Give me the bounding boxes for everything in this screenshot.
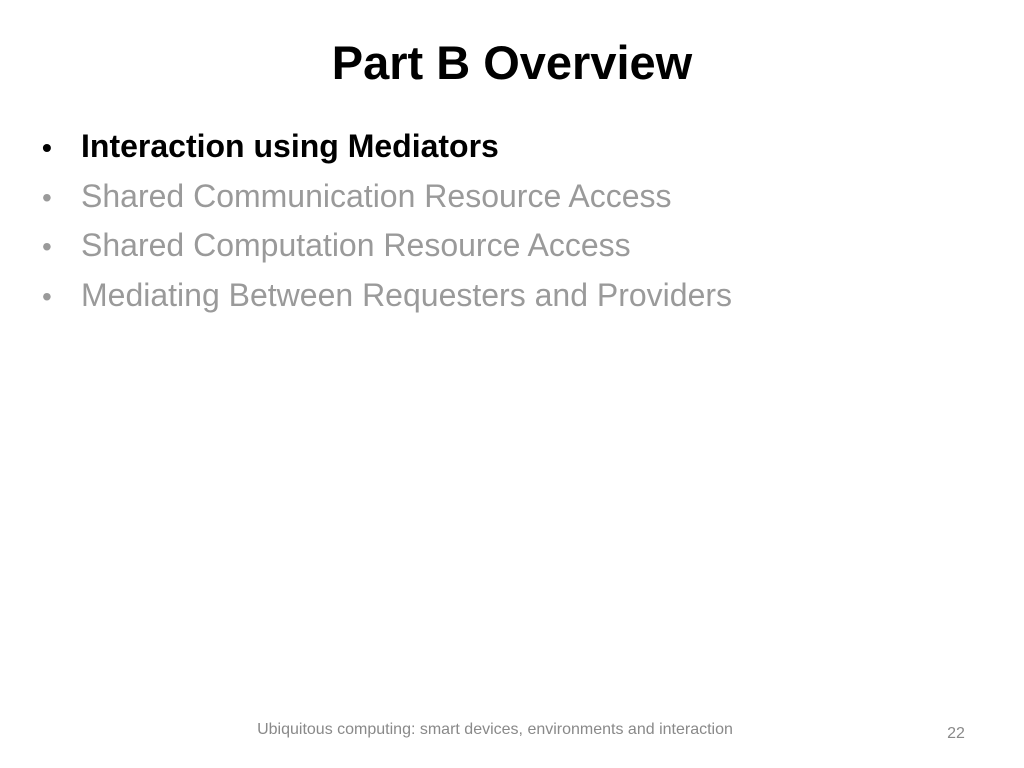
bullet-text: Shared Communication Resource Access [81,177,672,214]
bullet-dot: • [42,181,52,213]
bullet-dot: • [42,280,52,312]
bullet-list [42,122,982,320]
bullet-text: Mediating Between Requesters and Providers [81,276,733,313]
bullet-item-mediating-between-requesters-and-providers [42,271,982,321]
bullet-text: Interaction using Mediators [81,128,499,164]
bullet-text: Shared Computation Resource Access [81,227,631,263]
bullet-item-shared-computation-resource-access [42,221,982,271]
page-number: 22 [947,725,965,742]
bullet-item-interaction-using-mediators [42,122,982,172]
bullet-item-shared-communication-resource-access [42,172,982,222]
slide-title: Part B Overview [331,36,693,89]
footer-text: Ubiquitous computing: smart devices, environments and interaction [257,721,733,738]
bullet-dot: • [42,231,52,262]
bullet-dot: • [42,132,52,163]
